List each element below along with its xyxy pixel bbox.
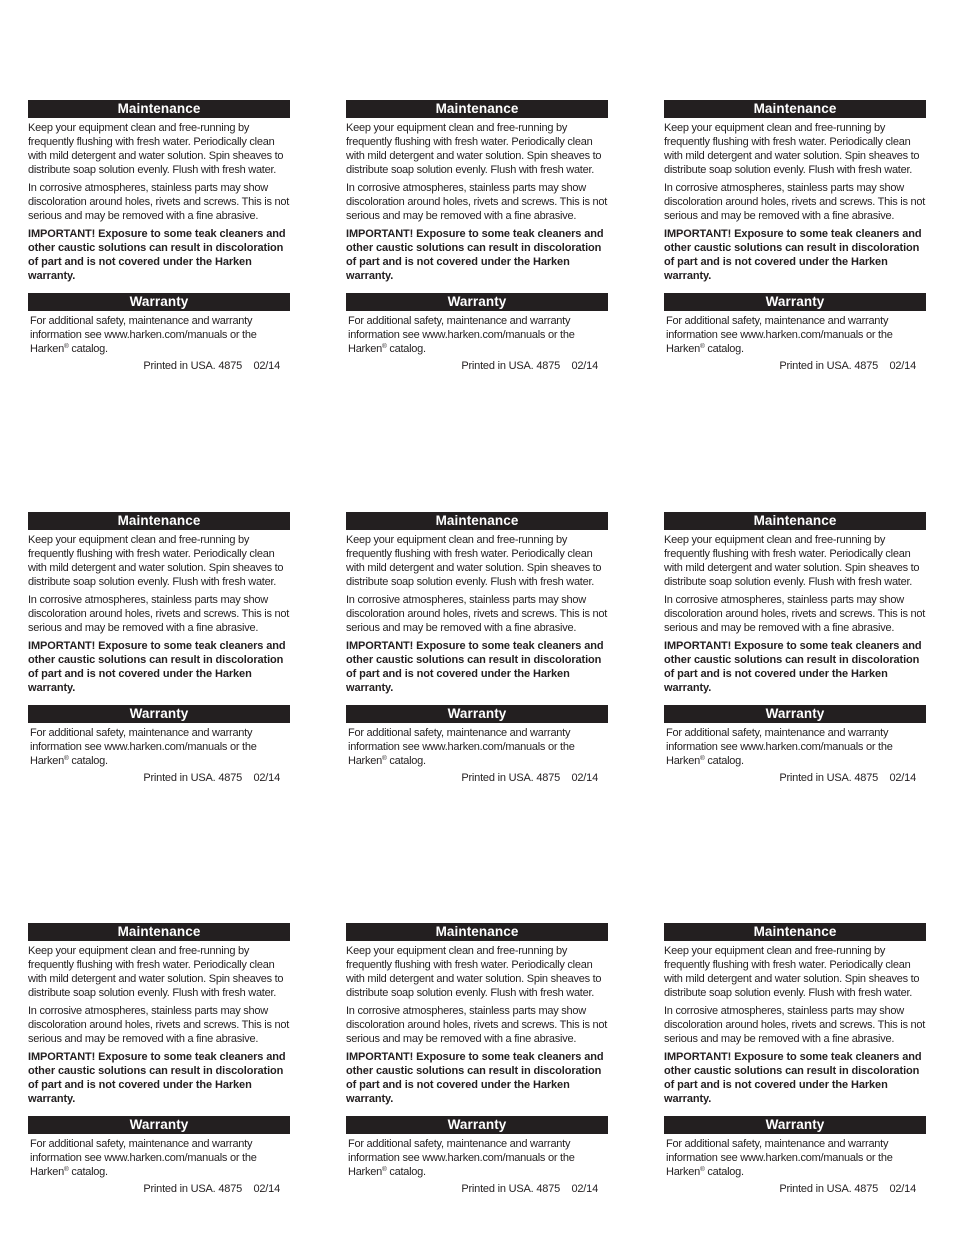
registered-mark: ® (63, 1166, 69, 1173)
warranty-text-end: catalog. (386, 1166, 426, 1178)
warranty-text-main: For additional safety, maintenance and warranty information see www.harken.com/manuals or the Harken (348, 1138, 575, 1178)
warranty-text-main: For additional safety, maintenance and warranty information see www.harken.com/manuals or the Harken (348, 727, 575, 767)
maintenance-header: Maintenance (346, 100, 608, 118)
printed-info: Printed in USA. 4875 02/14 (143, 1183, 280, 1195)
warranty-text (30, 1137, 290, 1179)
warranty-header: Warranty (28, 705, 290, 723)
registered-mark: ® (381, 343, 387, 350)
maintenance-paragraph-cleaning: Keep your equipment clean and free-running by frequently flushing with fresh water. Periodically clean with mild detergent and water solution. Spin sheaves to distribute soap solution evenly. Flush with fresh water. (28, 945, 284, 999)
warranty-text-main: For additional safety, maintenance and warranty information see www.harken.com/manuals or the Harken (666, 1138, 893, 1178)
warranty-text-end: catalog. (704, 343, 744, 355)
registered-mark: ® (699, 343, 705, 350)
warranty-text-end: catalog. (68, 343, 108, 355)
maintenance-paragraph-important: IMPORTANT! Exposure to some teak cleaners and other caustic solutions can result in discoloration of part and is not covered under the Harken warranty. (346, 1051, 604, 1105)
warranty-text-main: For additional safety, maintenance and warranty information see www.harken.com/manuals or the Harken (666, 315, 893, 355)
printed-info: Printed in USA. 4875 02/14 (461, 772, 598, 784)
maintenance-paragraph-corrosion: In corrosive atmospheres, stainless parts may show discoloration around holes, rivets and screws. This is not serious and may be removed with a fine abrasive. (28, 182, 290, 222)
warranty-text-end: catalog. (68, 1166, 108, 1178)
warranty-text-main: For additional safety, maintenance and warranty information see www.harken.com/manuals or the Harken (30, 315, 257, 355)
maintenance-paragraph-corrosion: In corrosive atmospheres, stainless parts may show discoloration around holes, rivets and screws. This is not serious and may be removed with a fine abrasive. (664, 1005, 926, 1045)
maintenance-header: Maintenance (346, 512, 608, 530)
maintenance-header: Maintenance (664, 100, 926, 118)
warranty-header: Warranty (346, 705, 608, 723)
printed-info: Printed in USA. 4875 02/14 (143, 772, 280, 784)
registered-mark: ® (699, 1166, 705, 1173)
warranty-text (666, 314, 926, 356)
maintenance-paragraph-important: IMPORTANT! Exposure to some teak cleaners and other caustic solutions can result in discoloration of part and is not covered under the Harken warranty. (346, 640, 604, 694)
maintenance-card-r1-c1 (28, 100, 290, 373)
registered-mark: ® (699, 755, 705, 762)
warranty-text (666, 1137, 926, 1179)
maintenance-paragraph-cleaning: Keep your equipment clean and free-running by frequently flushing with fresh water. Periodically clean with mild detergent and water solution. Spin sheaves to distribute soap solution evenly. Flush with fresh water. (346, 122, 602, 176)
maintenance-paragraph-corrosion: In corrosive atmospheres, stainless parts may show discoloration around holes, rivets and screws. This is not serious and may be removed with a fine abrasive. (664, 594, 926, 634)
warranty-header: Warranty (664, 1116, 926, 1134)
registered-mark: ® (63, 755, 69, 762)
maintenance-header: Maintenance (664, 512, 926, 530)
maintenance-header: Maintenance (664, 923, 926, 941)
maintenance-card-r1-c2 (346, 100, 608, 373)
maintenance-paragraph-cleaning: Keep your equipment clean and free-running by frequently flushing with fresh water. Periodically clean with mild detergent and water solution. Spin sheaves to distribute soap solution evenly. Flush with fresh water. (346, 534, 602, 588)
maintenance-paragraph-important: IMPORTANT! Exposure to some teak cleaners and other caustic solutions can result in discoloration of part and is not covered under the Harken warranty. (28, 228, 286, 282)
warranty-text (348, 314, 608, 356)
maintenance-header: Maintenance (28, 923, 290, 941)
warranty-text-end: catalog. (386, 755, 426, 767)
printed-info: Printed in USA. 4875 02/14 (779, 1183, 916, 1195)
maintenance-paragraph-important: IMPORTANT! Exposure to some teak cleaners and other caustic solutions can result in discoloration of part and is not covered under the Harken warranty. (346, 228, 604, 282)
warranty-text (348, 1137, 608, 1179)
maintenance-paragraph-cleaning: Keep your equipment clean and free-running by frequently flushing with fresh water. Periodically clean with mild detergent and water solution. Spin sheaves to distribute soap solution evenly. Flush with fresh water. (28, 534, 284, 588)
maintenance-card-r2-c3 (664, 512, 926, 785)
maintenance-paragraph-important: IMPORTANT! Exposure to some teak cleaners and other caustic solutions can result in discoloration of part and is not covered under the Harken warranty. (664, 1051, 922, 1105)
warranty-text-end: catalog. (704, 1166, 744, 1178)
warranty-header: Warranty (346, 1116, 608, 1134)
maintenance-paragraph-cleaning: Keep your equipment clean and free-running by frequently flushing with fresh water. Periodically clean with mild detergent and water solution. Spin sheaves to distribute soap solution evenly. Flush with fresh water. (346, 945, 602, 999)
maintenance-paragraph-cleaning: Keep your equipment clean and free-running by frequently flushing with fresh water. Periodically clean with mild detergent and water solution. Spin sheaves to distribute soap solution evenly. Flush with fresh water. (664, 122, 920, 176)
warranty-header: Warranty (664, 293, 926, 311)
printed-info: Printed in USA. 4875 02/14 (779, 772, 916, 784)
warranty-text (666, 726, 926, 768)
warranty-text (30, 314, 290, 356)
warranty-text-end: catalog. (386, 343, 426, 355)
maintenance-paragraph-important: IMPORTANT! Exposure to some teak cleaners and other caustic solutions can result in discoloration of part and is not covered under the Harken warranty. (664, 228, 922, 282)
printed-info: Printed in USA. 4875 02/14 (779, 360, 916, 372)
warranty-header: Warranty (28, 1116, 290, 1134)
warranty-text-end: catalog. (704, 755, 744, 767)
maintenance-paragraph-corrosion: In corrosive atmospheres, stainless parts may show discoloration around holes, rivets and screws. This is not serious and may be removed with a fine abrasive. (28, 594, 290, 634)
maintenance-card-r3-c2 (346, 923, 608, 1196)
registered-mark: ® (63, 343, 69, 350)
warranty-text-main: For additional safety, maintenance and warranty information see www.harken.com/manuals or the Harken (30, 727, 257, 767)
warranty-text (30, 726, 290, 768)
warranty-header: Warranty (28, 293, 290, 311)
warranty-text-main: For additional safety, maintenance and warranty information see www.harken.com/manuals or the Harken (30, 1138, 257, 1178)
warranty-header: Warranty (346, 293, 608, 311)
printed-info: Printed in USA. 4875 02/14 (143, 360, 280, 372)
warranty-text (348, 726, 608, 768)
maintenance-paragraph-corrosion: In corrosive atmospheres, stainless parts may show discoloration around holes, rivets and screws. This is not serious and may be removed with a fine abrasive. (346, 182, 608, 222)
maintenance-card-r3-c1 (28, 923, 290, 1196)
maintenance-header: Maintenance (28, 100, 290, 118)
maintenance-paragraph-important: IMPORTANT! Exposure to some teak cleaners and other caustic solutions can result in discoloration of part and is not covered under the Harken warranty. (664, 640, 922, 694)
warranty-header: Warranty (664, 705, 926, 723)
maintenance-header: Maintenance (346, 923, 608, 941)
maintenance-card-r1-c3 (664, 100, 926, 373)
maintenance-paragraph-corrosion: In corrosive atmospheres, stainless parts may show discoloration around holes, rivets and screws. This is not serious and may be removed with a fine abrasive. (346, 594, 608, 634)
maintenance-paragraph-important: IMPORTANT! Exposure to some teak cleaners and other caustic solutions can result in discoloration of part and is not covered under the Harken warranty. (28, 1051, 286, 1105)
warranty-text-main: For additional safety, maintenance and warranty information see www.harken.com/manuals or the Harken (348, 315, 575, 355)
maintenance-card-r2-c2 (346, 512, 608, 785)
maintenance-paragraph-corrosion: In corrosive atmospheres, stainless parts may show discoloration around holes, rivets and screws. This is not serious and may be removed with a fine abrasive. (346, 1005, 608, 1045)
warranty-text-main: For additional safety, maintenance and warranty information see www.harken.com/manuals or the Harken (666, 727, 893, 767)
maintenance-paragraph-corrosion: In corrosive atmospheres, stainless parts may show discoloration around holes, rivets and screws. This is not serious and may be removed with a fine abrasive. (28, 1005, 290, 1045)
maintenance-paragraph-corrosion: In corrosive atmospheres, stainless parts may show discoloration around holes, rivets and screws. This is not serious and may be removed with a fine abrasive. (664, 182, 926, 222)
maintenance-card-r3-c3 (664, 923, 926, 1196)
maintenance-card-r2-c1 (28, 512, 290, 785)
maintenance-paragraph-important: IMPORTANT! Exposure to some teak cleaners and other caustic solutions can result in discoloration of part and is not covered under the Harken warranty. (28, 640, 286, 694)
maintenance-header: Maintenance (28, 512, 290, 530)
maintenance-paragraph-cleaning: Keep your equipment clean and free-running by frequently flushing with fresh water. Periodically clean with mild detergent and water solution. Spin sheaves to distribute soap solution evenly. Flush with fresh water. (664, 945, 920, 999)
warranty-text-end: catalog. (68, 755, 108, 767)
maintenance-paragraph-cleaning: Keep your equipment clean and free-running by frequently flushing with fresh water. Periodically clean with mild detergent and water solution. Spin sheaves to distribute soap solution evenly. Flush with fresh water. (28, 122, 284, 176)
registered-mark: ® (381, 755, 387, 762)
printed-info: Printed in USA. 4875 02/14 (461, 1183, 598, 1195)
registered-mark: ® (381, 1166, 387, 1173)
printed-info: Printed in USA. 4875 02/14 (461, 360, 598, 372)
maintenance-paragraph-cleaning: Keep your equipment clean and free-running by frequently flushing with fresh water. Periodically clean with mild detergent and water solution. Spin sheaves to distribute soap solution evenly. Flush with fresh water. (664, 534, 920, 588)
